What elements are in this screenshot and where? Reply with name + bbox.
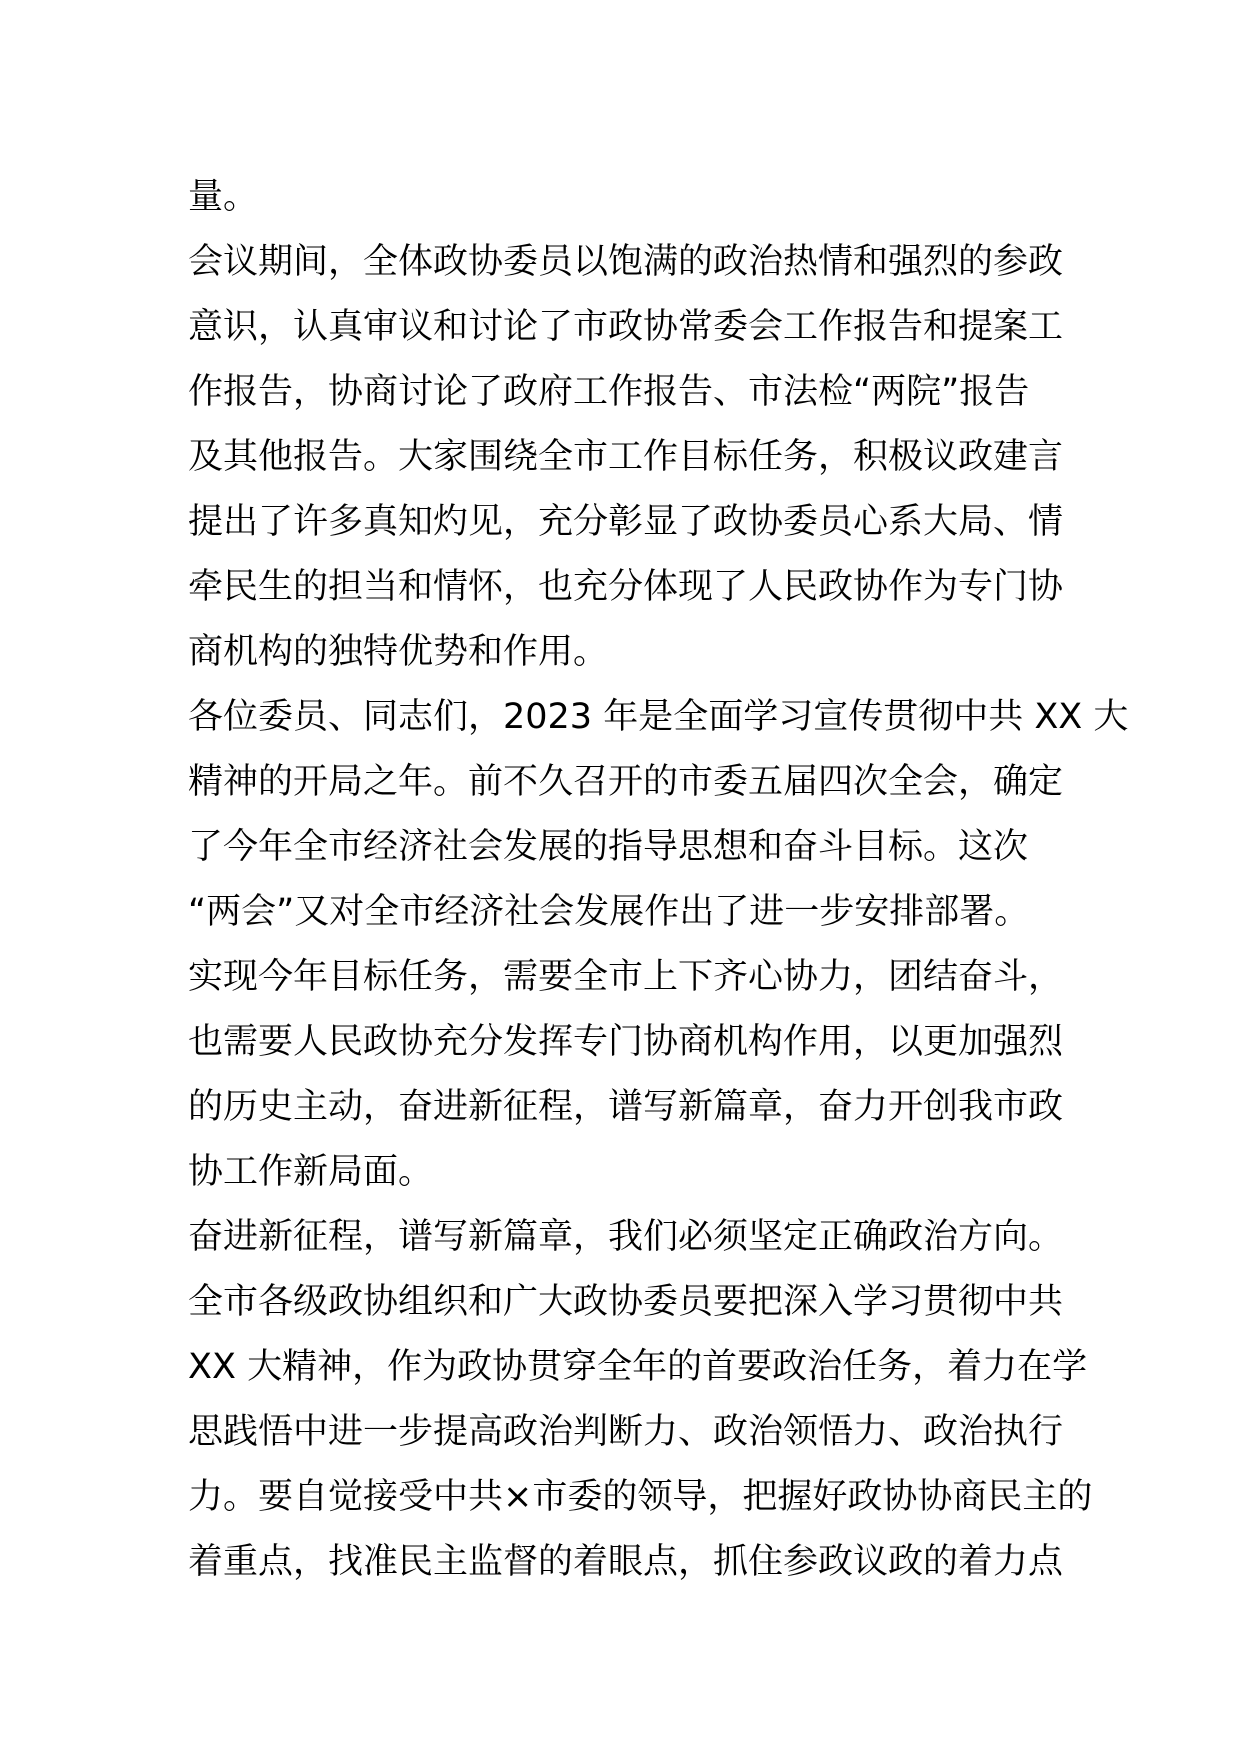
text-line: 会议期间，全体政协委员以饱满的政治热情和强烈的参政 (188, 242, 1064, 282)
text-line: 及其他报告。大家围绕全市工作目标任务，积极议政建言 (188, 437, 1064, 477)
text-line: “两会”又对全市经济社会发展作出了进一步安排部署。 (188, 892, 1030, 932)
text-line: 着重点，找准民主监督的着眼点，抓住参政议政的着力点 (188, 1542, 1064, 1582)
body-text (188, 165, 1129, 1595)
text-line: 也需要人民政协充分发挥专门协商机构作用，以更加强烈 (188, 1022, 1064, 1062)
text-line: 力。要自觉接受中共×市委的领导，把握好政协协商民主的 (188, 1477, 1093, 1517)
text-line: 提出了许多真知灼见，充分彰显了政协委员心系大局、情 (188, 502, 1064, 542)
text-line: 了今年全市经济社会发展的指导思想和奋斗目标。这次 (188, 827, 1029, 867)
text-line: 全市各级政协组织和广大政协委员要把深入学习贯彻中共 (188, 1282, 1064, 1322)
text-line: 商机构的独特优势和作用。 (188, 632, 609, 672)
text-line: 精神的开局之年。前不久召开的市委五届四次全会，确定 (188, 762, 1064, 802)
text-line: 思践悟中进一步提高政治判断力、政治领悟力、政治执行 (188, 1412, 1064, 1452)
text-line: XX 大精神，作为政协贯穿全年的首要政治任务，着力在学 (188, 1347, 1088, 1387)
text-line: 量。 (188, 177, 259, 217)
text-line: 意识，认真审议和讨论了市政协常委会工作报告和提案工 (188, 307, 1064, 347)
text-line: 奋进新征程，谱写新篇章，我们必须坚定正确政治方向。 (188, 1217, 1064, 1257)
text-line: 的历史主动，奋进新征程，谱写新篇章，奋力开创我市政 (188, 1087, 1064, 1127)
text-line: 实现今年目标任务，需要全市上下齐心协力，团结奋斗， (188, 957, 1064, 997)
text-line: 作报告，协商讨论了政府工作报告、市法检“两院”报告 (188, 372, 1030, 412)
text-line: 各位委员、同志们，2023 年是全面学习宣传贯彻中共 XX 大 (188, 697, 1129, 737)
text-line: 牵民生的担当和情怀，也充分体现了人民政协作为专门协 (188, 567, 1064, 607)
text-line: 协工作新局面。 (188, 1152, 434, 1192)
